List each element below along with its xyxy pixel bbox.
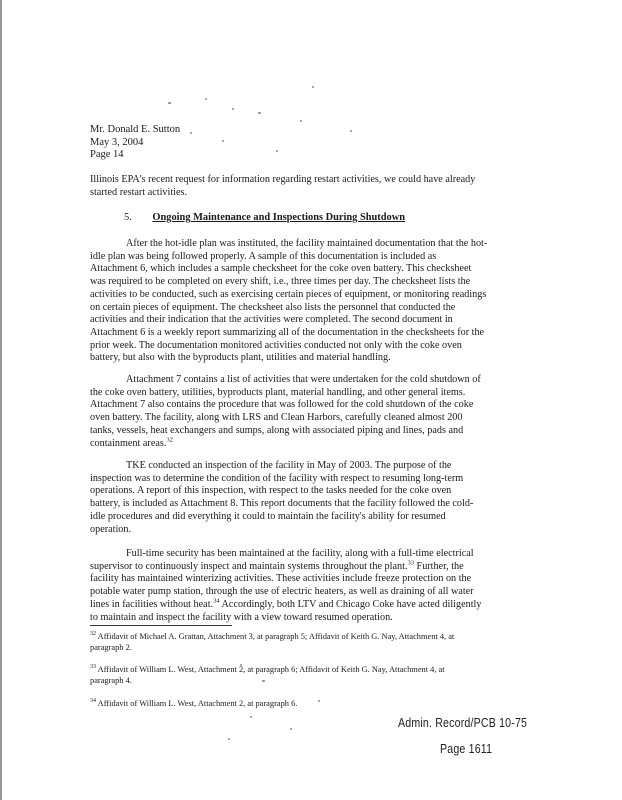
- footnote-text: Affidavit of Michael A. Grattan, Attachment 3, at paragraph 5; Affidavit of Keith G. Nay, Attachment 4, at: [97, 632, 455, 641]
- scan-speckle: [276, 150, 278, 152]
- admin-record-stamp: Admin. Record/PCB 10-75: [398, 716, 528, 730]
- body-paragraph: [90, 548, 530, 624]
- text-line: on certain pieces of equipment. The checksheet also lists the personnel that conducted the: [90, 301, 456, 313]
- recipient-name: Mr. Donald E. Sutton: [90, 124, 181, 135]
- scan-speckle: [258, 112, 261, 114]
- footnote-ref: 32: [166, 436, 173, 444]
- text-line: to maintain and inspect the facility with a view toward resumed operation.: [90, 611, 393, 623]
- text-fragment: containment areas.: [90, 437, 167, 449]
- text-line: Attachment 7 also contains the procedure that was followed for the cold shutdown of the coke: [90, 399, 474, 411]
- footnote-line: [90, 664, 445, 675]
- scan-speckle: [350, 130, 352, 132]
- text-fragment: lines in facilities without heat.: [90, 598, 214, 610]
- text-line: the coke oven battery, utilities, byproducts plant, material handling, and other general items.: [90, 386, 466, 398]
- text-line: TKE conducted an inspection of the facility in May of 2003. The purpose of the: [126, 460, 452, 471]
- text-line: [90, 438, 530, 451]
- body-paragraph: [90, 460, 530, 536]
- scan-speckle: [205, 98, 207, 100]
- text-line: Illinois EPA's recent request for information regarding restart activities, we could have already: [90, 174, 476, 185]
- text-line: inspection was to determine the condition of the facility with respect to resuming long-term: [90, 472, 464, 484]
- intro-paragraph: [90, 174, 530, 199]
- text-fragment: Accordingly, both LTV and Chicago Coke have acted diligently: [219, 598, 482, 610]
- scan-speckle: [318, 700, 320, 702]
- text-line: tanks, vessels, heat exchangers and sumps, along with associated piping and lines, pads and: [90, 424, 464, 436]
- text-line: Attachment 6, which includes a sample checksheet for the coke oven battery. This checksheet: [90, 263, 472, 275]
- page-number: Page 14: [90, 149, 124, 160]
- footnote-separator: [90, 625, 232, 626]
- section-title: Ongoing Maintenance and Inspections During Shutdown: [152, 212, 406, 223]
- scan-edge: [0, 0, 2, 800]
- scan-speckle: [250, 716, 252, 718]
- footnote-text: Affidavit of William L. West, Attachment 2, at paragraph 6.: [97, 699, 298, 708]
- text-line: Attachment 6 is a weekly report summarizing all of the documentation in the checksheets for the: [90, 326, 485, 338]
- body-paragraph: [90, 238, 530, 365]
- text-line: battery, is included as Attachment 8. This report documents that the facility followed the cold-: [90, 498, 474, 510]
- footnote: [90, 664, 445, 686]
- footnote: [90, 631, 454, 653]
- letter-date: May 3, 2004: [90, 136, 144, 148]
- scan-speckle: [232, 108, 234, 110]
- body-paragraph: [90, 374, 530, 450]
- footnote-ref: 34: [213, 597, 220, 605]
- text-line: was required to be completed on every shift, i.e., three times per day. The checksheet lists the: [90, 276, 471, 288]
- text-line: battery, but also with the byproducts plant, utilities and material handling.: [90, 352, 391, 364]
- text-line: activities and their indication that the activities were completed. The second document in: [90, 314, 453, 326]
- section-number: 5.: [124, 212, 132, 223]
- scan-speckle: [290, 728, 292, 730]
- footnote: [90, 698, 297, 709]
- scan-speckle: [300, 120, 302, 122]
- scan-speckle: [168, 102, 171, 104]
- footnote-line: [90, 631, 454, 642]
- text-line: potable water pump station, through the use of electric heaters, as well as draining of all water: [90, 586, 474, 598]
- text-line: activities to be conducted, such as exercising certain pieces of equipment, or monitoring readings: [90, 288, 487, 300]
- footnote-line: paragraph 2.: [90, 643, 132, 652]
- footnote-number: 32: [90, 631, 96, 638]
- footnote-ref: 33: [407, 559, 414, 567]
- text-line: [90, 561, 530, 574]
- text-line: operations. A report of this inspection, with respect to the tasks needed for the coke oven: [90, 485, 452, 497]
- text-line: facility has maintained winterizing activities. These activities include freeze protection on the: [90, 573, 472, 585]
- record-page-stamp: Page 1611: [440, 742, 493, 756]
- footnote-text: Affidavit of William L. West, Attachment 2, at paragraph 6; Affidavit of Keith G. Nay, Attachment 4, at: [97, 665, 445, 674]
- text-line: After the hot-idle plan was instituted, the facility maintained documentation that the hot-: [126, 238, 488, 249]
- text-line: Full-time security has been maintained at the facility, along with a full-time electrical: [126, 548, 474, 559]
- scan-speckle: [228, 738, 230, 740]
- text-fragment: supervisor to continuously inspect and maintain systems throughout the plant.: [90, 560, 408, 572]
- scan-speckle: [312, 86, 314, 88]
- text-line: oven battery. The facility, along with LRS and Clean Harbors, carefully cleaned almost 200: [90, 412, 463, 424]
- text-line: [90, 599, 530, 612]
- footnote-line: paragraph 4.: [90, 676, 132, 685]
- scan-speckle: [190, 132, 192, 134]
- letter-header: [90, 124, 180, 162]
- footnote-number: 33: [90, 664, 96, 671]
- text-line: idle procedures and did everything it could to maintain the facility's ability for resumed: [90, 510, 446, 522]
- section-heading: [124, 212, 405, 223]
- text-line: prior week. The documentation monitored activities conducted not only with the coke oven: [90, 339, 462, 351]
- scan-speckle: [222, 140, 224, 142]
- text-line: Attachment 7 contains a list of activities that were undertaken for the cold shutdown of: [126, 374, 481, 385]
- footnote-number: 34: [90, 698, 96, 705]
- text-line: idle plan was being followed properly. A sample of this documentation is included as: [90, 250, 437, 262]
- footnote-line: [90, 698, 297, 709]
- text-line: started restart activities.: [90, 186, 188, 198]
- text-fragment: Further, the: [413, 560, 464, 572]
- text-line: operation.: [90, 523, 132, 535]
